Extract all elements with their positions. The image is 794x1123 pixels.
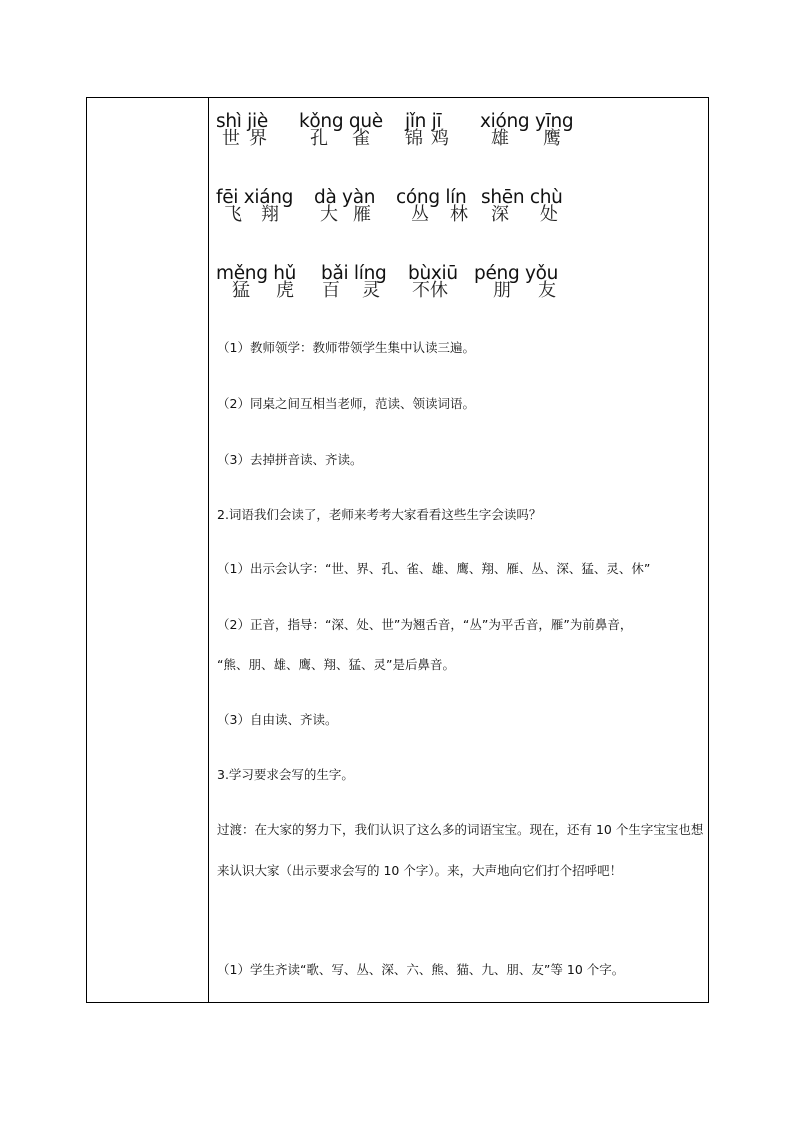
hanzi-char: 猛: [232, 280, 250, 301]
pinyin-word: bùxiū: [408, 263, 458, 284]
hanzi-char: 朋: [493, 280, 511, 301]
hanzi-char: 处: [540, 204, 558, 225]
hanzi-char: 世: [222, 128, 240, 149]
hanzi-char: 林: [450, 204, 468, 225]
pinyin-word: xióng yīng: [480, 111, 574, 132]
hanzi-char: 翔: [261, 204, 279, 225]
hanzi-char: 鹰: [543, 128, 561, 149]
hanzi-char: 飞: [224, 204, 242, 225]
hanzi-char: 界: [249, 128, 267, 149]
hanzi-char: 雄: [491, 128, 509, 149]
pinyin-word: shēn chù: [481, 187, 563, 208]
recognize-chars-list: （1）出示会认字：“世、界、孔、雀、雄、鹰、翔、雁、丛、深、猛、灵、休”: [217, 561, 651, 576]
pinyin-word: dà yàn: [314, 187, 376, 208]
content-cell: [209, 98, 709, 1003]
pinyin-word: péng yǒu: [474, 263, 559, 284]
step-2-partner-read: （2）同桌之间互相当老师，范读、领读词语。: [217, 396, 475, 411]
hanzi-char: 百: [322, 280, 340, 301]
hanzi-char: 雁: [353, 204, 371, 225]
hanzi-char: 雀: [352, 128, 370, 149]
hanzi-char: 深: [491, 204, 509, 225]
transition-paragraph: 过渡：在大家的努力下，我们认识了这么多的词语宝宝。现在，还有 10 个生字宝宝也想来认识大家（出示要求会写的 10 个字）。来，大声地向它们打个招呼吧！: [217, 822, 704, 878]
pinyin-word: měng hǔ: [216, 263, 297, 284]
pinyin-word: fēi xiáng: [216, 187, 294, 208]
hanzi-char: 丛: [411, 204, 429, 225]
pronunciation-guide: （2）正音，指导：“深、处、世”为翘舌音，“丛”为平舌音，雁”为前鼻音，: [217, 617, 633, 632]
pinyin-word: kǒng què: [299, 111, 383, 132]
pinyin-word: jǐn jī: [405, 111, 442, 132]
step-3-read-without-pinyin: （3）去掉拼音读、齐读。: [217, 452, 363, 467]
hanzi-char: 孔: [310, 128, 328, 149]
hanzi-char: 鸡: [431, 128, 449, 149]
pronunciation-guide-cont: “熊、朋、雄、鹰、翔、猛、灵”是后鼻音。: [217, 657, 455, 672]
hanzi-char: 友: [538, 280, 556, 301]
section-3-heading: 3.学习要求会写的生字。: [217, 767, 354, 782]
left-column-cell: [87, 98, 209, 1003]
section-2-heading: 2.词语我们会读了，老师来考考大家看看这些生字会读吗？: [217, 507, 542, 522]
hanzi-char: 灵: [362, 280, 380, 301]
pinyin-word: shì jiè: [216, 111, 268, 132]
hanzi-char: 大: [320, 204, 338, 225]
pinyin-word: cóng lín: [396, 187, 467, 208]
hanzi-char: 虎: [276, 280, 294, 301]
step-3-free-read: （3）自由读、齐读。: [217, 712, 338, 727]
students-read-chars: （1）学生齐读“歌、写、丛、深、六、熊、猫、九、朋、友”等 10 个字。: [217, 962, 625, 977]
lesson-table: [86, 97, 709, 1003]
hanzi-char: 不休: [412, 280, 448, 301]
pinyin-word: bǎi líng: [321, 263, 387, 284]
step-1-teacher-lead: （1）教师领学：教师带领学生集中认读三遍。: [217, 340, 475, 355]
hanzi-char: 锦: [405, 128, 423, 149]
